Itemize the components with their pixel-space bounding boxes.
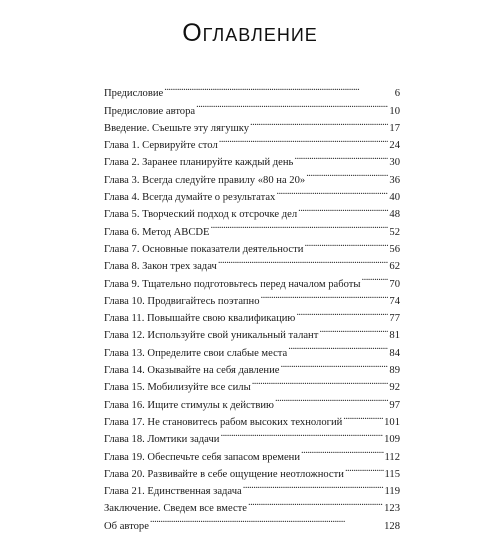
toc-entry-page-number: 123 (384, 503, 400, 515)
toc-entry-title: Глава 13. Определите свои слабые места (104, 347, 288, 359)
toc-entry-page-number: 74 (389, 295, 400, 307)
toc-entry-page-number: 97 (389, 399, 400, 411)
dot-leader (276, 183, 388, 200)
toc-entry-page-number: 56 (389, 243, 400, 255)
toc-entry-page-number: 115 (384, 468, 400, 480)
dot-leader (211, 217, 389, 234)
dot-leader (301, 442, 383, 459)
dot-leader (304, 235, 388, 252)
toc-entry-title: Глава 12. Используйте свой уникальный талант (104, 330, 319, 342)
toc-entry (104, 79, 400, 100)
dot-leader (343, 408, 383, 425)
dot-leader (294, 148, 388, 165)
dot-leader (252, 373, 389, 390)
toc-entry-title: Глава 15. Мобилизуйте все силы (104, 382, 251, 394)
toc-entry-page-number: 109 (384, 434, 400, 446)
toc-entry-title: Глава 18. Ломтики задачи (104, 434, 220, 446)
toc-entry-title: Глава 14. Оказывайте на себя давление (104, 365, 280, 377)
dot-leader (296, 304, 388, 321)
toc-entry-page-number: 112 (384, 451, 400, 463)
toc-entry-title: Предисловие (104, 88, 164, 100)
toc-entry-title: Глава 10. Продвигайтесь поэтапно (104, 295, 260, 307)
toc-entry-page-number: 81 (389, 330, 400, 342)
toc-entry-page-number: 77 (389, 313, 400, 325)
toc-entry-page-number: 10 (389, 105, 400, 117)
toc-entry-title: Глава 17. Не становитесь рабом высоких технологий (104, 416, 343, 428)
table-of-contents (104, 79, 400, 532)
toc-entry-page-number: 40 (389, 192, 400, 204)
dot-leader (288, 338, 388, 355)
toc-entry-page-number: 128 (384, 520, 400, 532)
dot-leader (150, 511, 383, 528)
dot-leader (243, 477, 384, 494)
dot-leader (319, 321, 388, 338)
dot-leader (306, 165, 388, 182)
toc-entry-title: Об авторе (104, 520, 149, 532)
toc-entry-title: Глава 21. Единственная задача (104, 486, 242, 498)
toc-entry-page-number: 30 (389, 157, 400, 169)
page-title: Оглавление (182, 18, 318, 47)
toc-entry-title: Глава 11. Повышайте свою квалификацию (104, 313, 296, 325)
toc-entry-title: Глава 19. Обеспечьте себя запасом времени (104, 451, 301, 463)
dot-leader (275, 390, 388, 407)
toc-entry-title: Глава 2. Заранее планируйте каждый день (104, 157, 294, 169)
toc-entry-page-number: 17 (389, 122, 400, 134)
toc-entry-title: Предисловие автора (104, 105, 196, 117)
toc-entry-page-number: 36 (389, 174, 400, 186)
toc-entry-page-number: 70 (389, 278, 400, 290)
dot-leader (345, 460, 384, 477)
toc-entry-title: Глава 7. Основные показатели деятельности (104, 243, 304, 255)
dot-leader (362, 269, 389, 286)
toc-entry-title: Заключение. Сведем все вместе (104, 503, 247, 515)
toc-entry-page-number: 119 (384, 486, 400, 498)
toc-entry-title: Глава 5. Творческий подход к отсрочке дел (104, 209, 298, 221)
dot-leader (164, 79, 393, 96)
toc-entry-title: Глава 4. Всегда думайте о результатах (104, 192, 276, 204)
toc-entry-title: Глава 6. Метод ABCDE (104, 226, 210, 238)
toc-entry-title: Глава 8. Закон трех задач (104, 261, 217, 273)
dot-leader (280, 356, 388, 373)
toc-entry-title: Глава 16. Ищите стимулы к действию (104, 399, 274, 411)
dot-leader (250, 114, 388, 131)
dot-leader (219, 131, 389, 148)
dot-leader (220, 425, 383, 442)
toc-entry-page-number: 48 (389, 209, 400, 221)
toc-entry-page-number: 84 (389, 347, 400, 359)
dot-leader (261, 287, 389, 304)
toc-entry-title: Глава 3. Всегда следуйте правилу «80 на 20» (104, 174, 306, 186)
toc-entry-title: Введение. Съешьте эту лягушку (104, 122, 250, 134)
toc-entry-page-number: 89 (389, 365, 400, 377)
toc-entry-title: Глава 1. Сервируйте стол (104, 140, 218, 152)
dot-leader (196, 96, 388, 113)
dot-leader (248, 494, 383, 511)
toc-entry-page-number: 101 (384, 416, 400, 428)
toc-entry-page-number: 6 (394, 88, 400, 100)
dot-leader (218, 252, 389, 269)
toc-entry-page-number: 92 (389, 382, 400, 394)
toc-entry-page-number: 62 (389, 261, 400, 273)
toc-entry-page-number: 52 (389, 226, 400, 238)
toc-entry-page-number: 24 (389, 140, 400, 152)
toc-entry-title: Глава 9. Тщательно подготовьтесь перед началом работы (104, 278, 361, 290)
dot-leader (298, 200, 388, 217)
toc-entry-title: Глава 20. Развивайте в себе ощущение неотложности (104, 468, 344, 480)
